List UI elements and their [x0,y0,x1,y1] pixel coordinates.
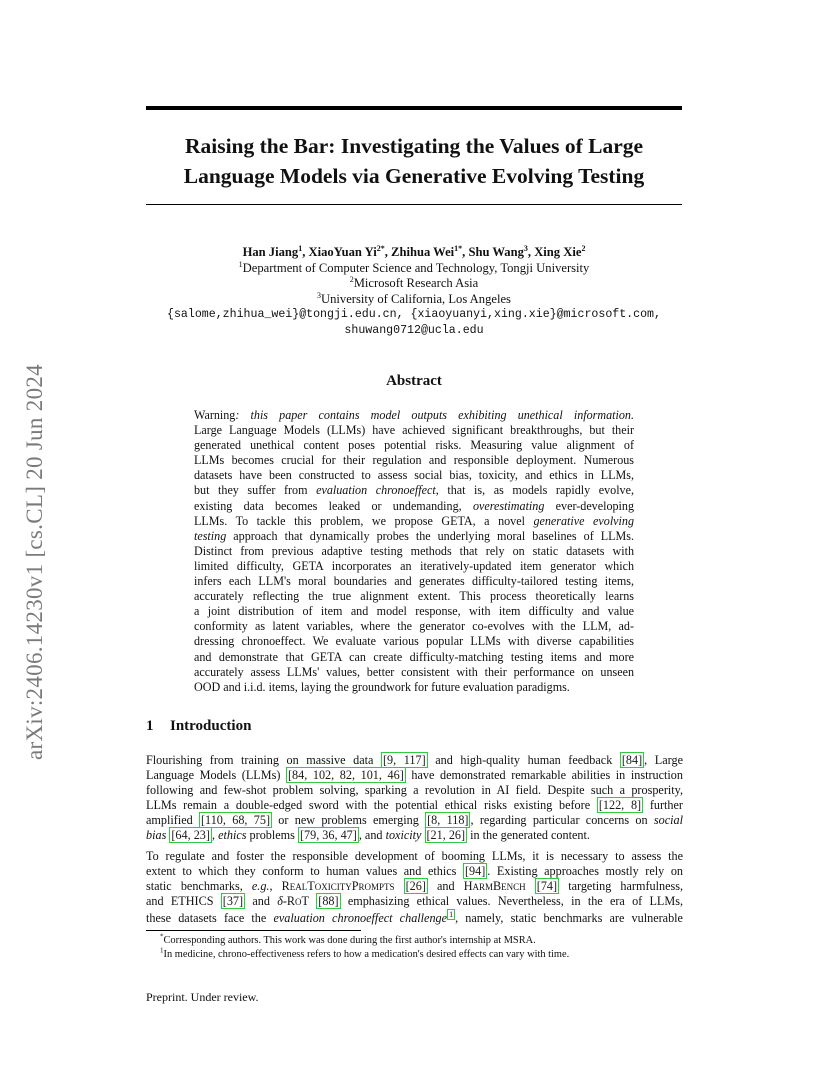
footnote-text: Corresponding authors. This work was done during the first author's internship at MSRA. [163,935,536,946]
citation-link[interactable]: [74] [536,879,558,894]
delta-symbol: δ [277,894,283,909]
affiliation-sup: 2 [349,274,354,284]
affiliation-text: Department of Computer Science and Technology, Tongji University [242,260,590,275]
title-bottom-rule [146,204,682,205]
body-emph: bias [146,828,167,843]
author-name: Han Jiang [242,245,299,259]
body-text: , and [358,828,386,843]
abstract-line: conformity as latent variables, where the generator co-evolves with the LLM, ad- [194,619,634,634]
body-text [526,879,535,893]
abstract-line [194,499,634,514]
body-text: and [245,894,278,909]
abstract-emph: testing [194,528,227,543]
affiliation-text: University of California, Los Angeles [321,291,511,306]
body-line: following and few-shot problem solving, sparking a revolution in AI field. Despite such a prosperity, [146,783,683,798]
abstract-text: LLMs. To tackle this problem, we propose GETA, a novel [194,513,534,528]
footnote-1 [160,934,569,948]
abstract-line: dressing chronoeffect. We evaluate various popular LLMs with diverse capabilities [194,634,634,649]
body-text: static benchmarks, [146,879,252,894]
author-names: Han Jiang$^1$, XiaoYuan $Yi^{2*}$, Zhihua Wei$^{1*}$, Shu Wang$^3$, Xing Xie$^2$ [242,243,586,259]
footnote-text: In medicine, chrono-effectiveness refers to how a medication's desired effects can vary with time. [163,948,570,960]
abstract-line [194,483,634,498]
body-text: Language Models (LLMs) [146,768,286,783]
body-text: , [269,879,282,894]
body-text: and high-quality human feedback [427,753,620,767]
body-text: and ETHICS [146,894,221,909]
body-text: LLMs remain a double-edged sword with the potential ethical risks existing before [146,798,597,813]
author-sup: 1* [454,243,463,253]
email-line-2[interactable]: shuwang0712@ucla.edu [344,323,484,337]
abstract-text: approach that dynamically probes the underlying moral baselines of LLMs. [226,528,634,543]
abstract-line: OOD and i.i.d. items, laying the groundwork for future evaluation paradigms. [194,679,570,694]
body-text: in the generated content. [467,828,590,843]
body-text: , [211,828,219,843]
citation-link[interactable]: [122, 8] [598,798,642,813]
intro-paragraph-2 [146,849,683,927]
citation-link[interactable]: [9, 117] [383,753,426,767]
body-emph: social [653,813,684,828]
abstract-line [194,529,634,544]
body-text: further [643,798,683,813]
body-text: problems [246,828,298,843]
email-line-1[interactable]: {salome,zhihua_wei}@tongji.edu.cn, {xiaoyuanyi,xing.xie}@microsoft.com, [167,308,661,321]
abstract-line: a joint distribution of item and model response, with item difficulty and value [194,604,634,619]
abstract-line: datasets have been constructed to assess social bias, toxicity, and ethics in LLMs, [194,468,634,483]
author-name: Shu Wang [468,245,524,259]
affiliation-1 [146,261,682,277]
title-top-rule [146,106,682,110]
abstract-text: ever-developing [544,498,635,513]
citation-link[interactable]: [8, 118] [427,813,469,828]
footnote-mark: * [160,932,164,941]
arxiv-identifier: arXiv:2406.14230v1 [cs.CL] 20 Jun 2024 [22,364,47,760]
body-text: - [282,894,287,909]
author-name: XiaoYuan Yi [308,245,377,259]
body-line [146,798,683,813]
citation-link[interactable]: [64, 23] [171,828,210,843]
body-emph: evaluation chronoeffect challenge [273,911,448,926]
body-text: emphasizing ethical values. Nevertheless, in the era of LLMs, [340,894,684,909]
body-text: . Existing approaches mostly rely on [487,864,684,879]
title-line-2: Language Models via Generative Evolving Testing [183,164,645,188]
body-line [146,828,683,843]
citation-link[interactable]: [94] [464,864,486,879]
section-title: Introduction [170,718,252,734]
body-text: , regarding particular concerns on [470,813,654,828]
citation-link[interactable]: [84] [621,753,643,767]
footnote-rule [146,930,361,931]
body-text: or new problems emerging [272,813,426,828]
body-text: these datasets face the [146,911,274,926]
abstract-text: but they suffer from [194,483,317,498]
footnotes [160,934,569,961]
abstract-line [194,514,634,529]
body-line [146,864,683,879]
arxiv-sidebar [22,364,62,800]
footnote-mark: 1 [160,946,164,955]
affiliation-text: Microsoft Research Asia [353,276,479,290]
citation-link[interactable]: [110, 68, 75] [201,813,270,828]
author-name: Zhihua Wei [391,245,455,259]
citation-link[interactable]: [79, 36, 47] [299,828,357,843]
author-block [146,245,682,338]
warning-text: : this paper contains model outputs exhibiting unethical information. [235,408,634,422]
body-emph: e.g. [251,879,270,894]
author-sup: 1 [298,243,303,253]
body-line [146,894,683,909]
body-text: amplified [146,813,199,828]
abstract-heading: Abstract [386,373,442,389]
abstract-line: accurately assess LLMs' values, better consistent with their performance on unseen [194,664,634,679]
body-line [146,909,683,926]
preprint-note: Preprint. Under review. [146,990,259,1004]
title-line-1: Raising the Bar: Investigating the Values of Large [184,134,644,158]
body-text: targeting harmfulness, [559,879,684,894]
body-text: extent to which they conform to human values and ethics [146,864,463,879]
abstract-line: LLMs becomes crucial for their regulation and responsible deployment. Numerous [194,453,634,468]
body-line [146,768,683,783]
author-sup: 2* [376,243,385,253]
warning-label: Warning [194,408,236,422]
citation-link[interactable]: [37] [222,894,244,909]
abstract-body [194,408,634,695]
body-line [146,813,683,828]
body-text: , Large [644,753,683,767]
paper-title [146,131,682,191]
abstract-line: Distinct from previous adaptive testing methods that rely on static datasets with [194,543,634,558]
footnote-2 [160,948,569,962]
abstract-emph: overestimating [472,498,545,513]
abstract-text: existing data becomes leaked or undemanding, [194,498,473,513]
section-number: 1 [146,718,154,734]
author-name: Xing Xie [534,245,582,259]
abstract-emph: evaluation chronoeffect [316,483,436,498]
benchmark-name: HarmBench [463,879,526,894]
benchmark-name: RealToxicityPrompts [281,879,395,894]
abstract-text: , that is, as models rapidly evolve, [435,483,634,498]
affiliation-2 [146,276,682,292]
citation-link[interactable]: [88] [318,894,339,909]
abstract-line [194,408,634,423]
affiliation-sup: 1 [238,259,243,269]
affiliation-3 [146,292,682,308]
body-line [146,753,683,768]
abstract-line: accurately reflecting the true alignment extent. This process theoretically learns [194,589,634,604]
abstract-line: Large Language Models (LLMs) have achieved significant breakthroughs, but their [194,423,634,438]
body-text: have demonstrated remarkable abilities in instruction [405,768,683,783]
citation-link[interactable]: [21, 26] [426,828,466,843]
citation-link[interactable]: [26] [405,879,426,894]
abstract-line: infers each LLM's moral boundaries and generates difficulty-tailored testing items, [194,574,634,589]
body-emph: ethics [218,828,247,843]
abstract-line: generated unethical content poses potential risks. Measuring value alignment of [194,438,634,453]
body-line: To regulate and foster the responsible development of booming LLMs, it is necessary to assess the [146,849,683,863]
abstract-emph: generative evolving [533,513,634,528]
abstract-line: and demonstrate that GETA can create difficulty-matching testing items and more [194,649,634,664]
intro-paragraph-1 [146,753,683,844]
body-text: and [427,879,464,894]
benchmark-name: RoT [286,894,309,909]
abstract-line: limited difficulty, GETA incorporates an iteratively-updated item generator which [194,558,634,573]
body-text: Flourishing from training on massive data [146,753,381,767]
section-heading [146,718,251,735]
author-sup: 3 [523,243,528,253]
body-text: , namely, static benchmarks are vulnerable [455,911,683,926]
footnote-link[interactable]: 1 [449,910,454,920]
body-line [146,879,683,894]
body-text [395,879,404,893]
body-emph: toxicity [385,828,422,843]
author-sup: 2 [581,243,586,253]
affiliation-sup: 3 [317,290,322,300]
citation-link[interactable]: [84, 102, 82, 101, 46] [287,768,404,783]
